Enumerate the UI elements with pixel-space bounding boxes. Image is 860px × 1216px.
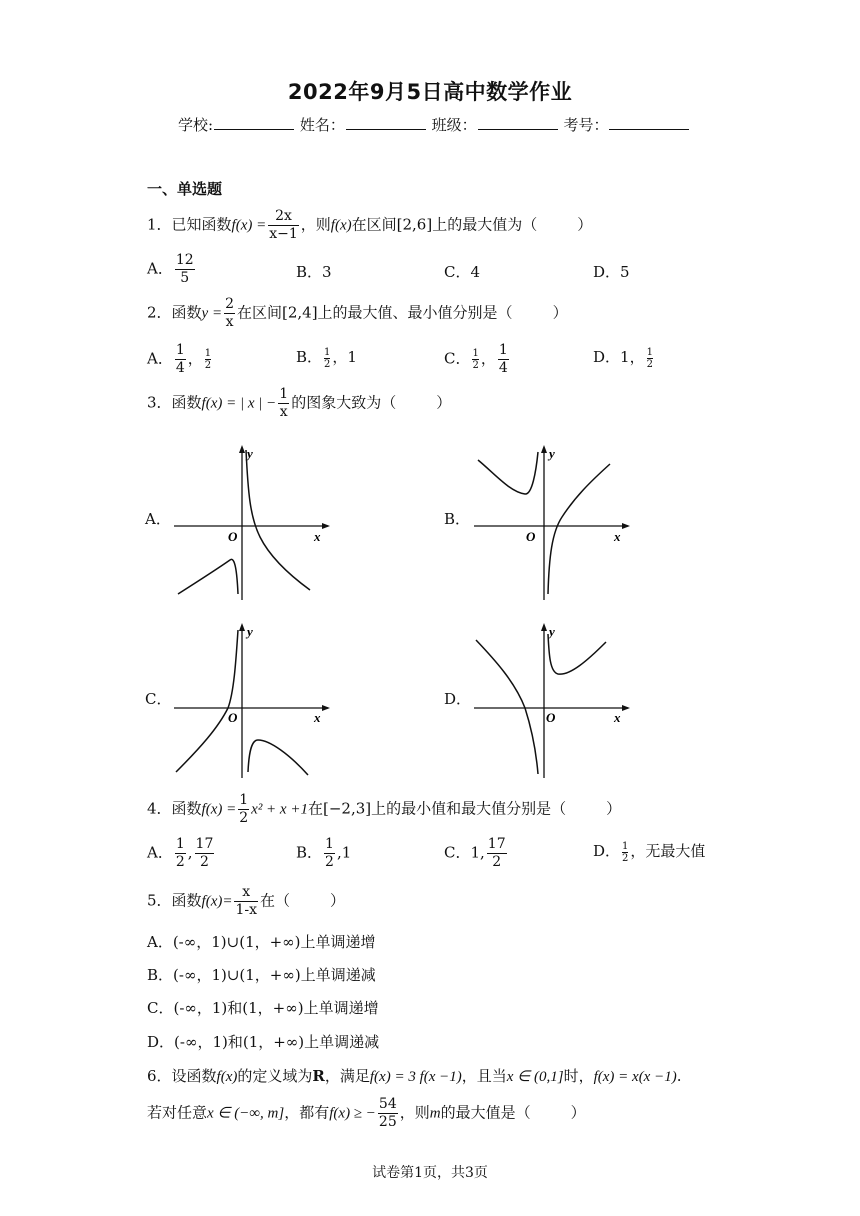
q1-option-a[interactable]: A． $\frac{12}{5}$ bbox=[147, 252, 194, 286]
svg-text:x: x bbox=[614, 710, 621, 725]
question-3: 3．函数f(x) = | x | − $\frac{1}{x}$ 的图象大致为（ ） bbox=[147, 386, 452, 420]
q5-option-a[interactable]: A．(-∞，1)∪(1，+∞)上单调递增 bbox=[147, 933, 376, 951]
q1-text: 1．已知函数 bbox=[147, 215, 232, 234]
svg-text:x: x bbox=[314, 529, 321, 544]
q3-graph-d[interactable] bbox=[470, 620, 640, 780]
class-blank bbox=[478, 115, 558, 130]
q3-option-b-label[interactable]: B． bbox=[444, 510, 471, 528]
q3-fraction: $\frac{1}{x}$ bbox=[279, 386, 289, 420]
q3-graph-a[interactable] bbox=[170, 442, 340, 602]
svg-text:y: y bbox=[247, 624, 253, 639]
section-title: 一、单选题 bbox=[147, 180, 223, 198]
q1-interval: [2,6] bbox=[396, 215, 433, 234]
name-blank bbox=[346, 115, 426, 130]
question-5: 5．函数f(x)= $\frac{x}{1-x}$ 在（ ） bbox=[147, 884, 346, 918]
svg-text:O: O bbox=[228, 710, 238, 725]
class-label: 班级： bbox=[431, 116, 477, 134]
exam-no-blank bbox=[609, 115, 689, 130]
page-footer: 试卷第1页，共3页 bbox=[372, 1165, 488, 1181]
page-title: 2022年9月5日高中数学作业 bbox=[287, 80, 573, 104]
q1-option-d[interactable]: D．5 bbox=[593, 263, 630, 281]
svg-text:y: y bbox=[549, 624, 555, 639]
exam-no-label: 考号： bbox=[563, 116, 609, 134]
q5-option-b[interactable]: B．(-∞，1)∪(1，+∞)上单调递减 bbox=[147, 966, 376, 984]
question-1: 1．已知函数f(x) = $\frac{2x}{x-1}$ ，则f(x)在区间[2,6]上的最大值为（ ） bbox=[147, 208, 593, 242]
q1-option-c[interactable]: C．4 bbox=[444, 263, 481, 281]
student-info-line bbox=[178, 114, 690, 135]
q5-option-c[interactable]: C．(-∞，1)和(1，+∞)上单调递增 bbox=[147, 999, 379, 1017]
q4-option-d[interactable]: D． $\frac{1}{2}$ ，无最大值 bbox=[593, 840, 706, 864]
q1-fraction: $\frac{2x}{x-1}$ bbox=[269, 208, 298, 242]
svg-text:x: x bbox=[314, 710, 321, 725]
svg-text:O: O bbox=[228, 529, 238, 544]
svg-text:O: O bbox=[546, 710, 556, 725]
q3-graph-b[interactable] bbox=[470, 442, 640, 602]
question-4: 4．函数f(x) = $\frac{1}{2}$ x² + x +1在[−2,3]上的最小值和最大值分别是（ ） bbox=[147, 792, 622, 826]
q1-option-b[interactable]: B．3 bbox=[296, 263, 332, 281]
svg-text:y: y bbox=[549, 446, 555, 461]
q4-interval: [−2,3] bbox=[322, 799, 372, 818]
q2-option-a[interactable]: A． $\frac{1}{4}$ ， $\frac{1}{2}$ bbox=[147, 342, 212, 376]
q2-option-c[interactable]: C． $\frac{1}{2}$ ， $\frac{1}{4}$ bbox=[444, 342, 508, 376]
school-blank bbox=[214, 115, 294, 130]
q4-fraction: $\frac{1}{2}$ bbox=[239, 792, 249, 826]
q2-fraction: $\frac{2}{x}$ bbox=[225, 296, 234, 330]
q4-option-b[interactable]: B． $\frac{1}{2}$ ,1 bbox=[296, 836, 352, 870]
question-2: 2．函数y = $\frac{2}{x}$ 在区间[2,4]上的最大值、最小值分别是（ ） bbox=[147, 296, 568, 330]
svg-text:x: x bbox=[614, 529, 621, 544]
q2-option-b[interactable]: B． $\frac{1}{2}$ ，1 bbox=[296, 346, 357, 370]
q1-func: f(x) = bbox=[231, 217, 267, 234]
q3-option-d-label[interactable]: D． bbox=[444, 690, 472, 708]
q3-option-a-label[interactable]: A． bbox=[145, 510, 171, 528]
school-label: 学校: bbox=[178, 116, 214, 134]
q5-fraction: $\frac{x}{1-x}$ bbox=[235, 884, 258, 918]
name-label: 姓名： bbox=[299, 116, 345, 134]
question-6-line-1: 6．设函数f(x)的定义域为R，满足f(x) = 3 f(x −1)，且当x ∈ (0,1]时，f(x) = x(x −1). bbox=[147, 1067, 682, 1085]
q3-option-c-label[interactable]: C． bbox=[145, 690, 172, 708]
q2-option-d[interactable]: D．1， $\frac{1}{2}$ bbox=[593, 346, 653, 370]
q4-option-c[interactable]: C．1, $\frac{17}{2}$ bbox=[444, 836, 506, 870]
q5-option-d[interactable]: D．(-∞，1)和(1，+∞)上单调递减 bbox=[147, 1033, 380, 1051]
q4-option-a[interactable]: A． $\frac{1}{2}$ , $\frac{17}{2}$ bbox=[147, 836, 214, 870]
svg-text:y: y bbox=[247, 446, 253, 461]
q6-fraction: $\frac{54}{25}$ bbox=[378, 1096, 397, 1130]
question-6-line-2: 若对任意x ∈ (−∞, m]，都有f(x) ≥ − $\frac{54}{25}$ ，则m的最大值是（ ） bbox=[147, 1096, 586, 1130]
svg-text:O: O bbox=[526, 529, 536, 544]
q3-graph-c[interactable] bbox=[170, 620, 340, 780]
